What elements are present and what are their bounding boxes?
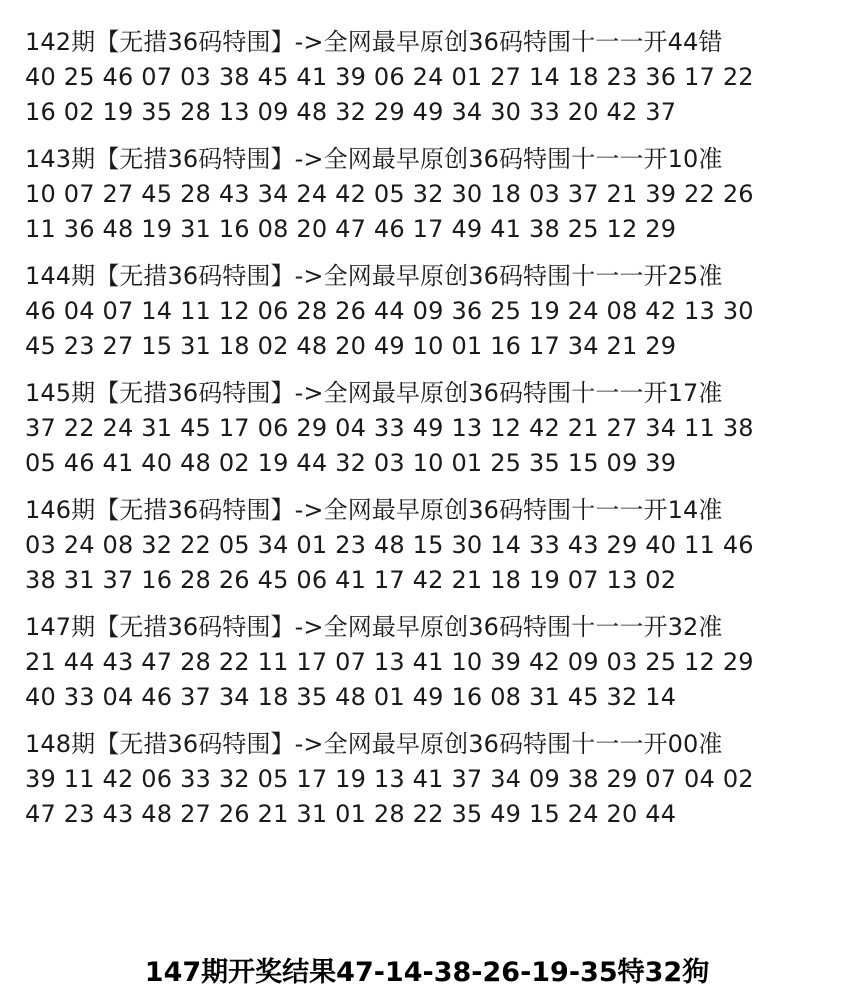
number-row: 21 44 43 47 28 22 11 17 07 13 41 10 39 42 09 03 25 12 29 [25,648,754,676]
period-header: 143期【无措36码特围】->全网最早原创36码特围十一一开10准 [25,145,723,173]
number-row: 10 07 27 45 28 43 34 24 42 05 32 30 18 03 37 21 39 22 26 [25,180,754,208]
period-block-147 [25,610,835,715]
draw-result: 147期开奖结果47-14-38-26-19-35特32狗 [144,957,710,988]
period-block-142 [25,25,835,130]
period-block-145 [25,376,835,481]
number-row: 11 36 48 19 31 16 08 20 47 46 17 49 41 38 25 12 29 [25,215,677,243]
period-header: 142期【无措36码特围】->全网最早原创36码特围十一一开44错 [25,28,723,56]
number-row: 05 46 41 40 48 02 19 44 32 03 10 01 25 35 15 09 39 [25,449,677,477]
number-row: 16 02 19 35 28 13 09 48 32 29 49 34 30 33 20 42 37 [25,98,677,126]
period-header: 148期【无措36码特围】->全网最早原创36码特围十一一开00准 [25,730,723,758]
period-header: 146期【无措36码特围】->全网最早原创36码特围十一一开14准 [25,496,723,524]
number-row: 47 23 43 48 27 26 21 31 01 28 22 35 49 15 24 20 44 [25,800,677,828]
period-block-144 [25,259,835,364]
number-row: 40 33 04 46 37 34 18 35 48 01 49 16 08 31 45 32 14 [25,683,677,711]
number-row: 39 11 42 06 33 32 05 17 19 13 41 37 34 09 38 29 07 04 02 [25,765,754,793]
number-row: 38 31 37 16 28 26 45 06 41 17 42 21 18 19 07 13 02 [25,566,677,594]
period-block-146 [25,493,835,598]
number-row: 46 04 07 14 11 12 06 28 26 44 09 36 25 19 24 08 42 13 30 [25,297,754,325]
period-block-148 [25,727,835,832]
prediction-list [25,25,835,844]
number-row: 40 25 46 07 03 38 45 41 39 06 24 01 27 14 18 23 36 17 22 [25,63,754,91]
number-row: 03 24 08 32 22 05 34 01 23 48 15 30 14 33 43 29 40 11 46 [25,531,754,559]
number-row: 37 22 24 31 45 17 06 29 04 33 49 13 12 42 21 27 34 11 38 [25,414,754,442]
period-header: 147期【无措36码特围】->全网最早原创36码特围十一一开32准 [25,613,723,641]
period-header: 145期【无措36码特围】->全网最早原创36码特围十一一开17准 [25,379,723,407]
period-block-143 [25,142,835,247]
period-header: 144期【无措36码特围】->全网最早原创36码特围十一一开25准 [25,262,723,290]
number-row: 45 23 27 15 31 18 02 48 20 49 10 01 16 17 34 21 29 [25,332,677,360]
